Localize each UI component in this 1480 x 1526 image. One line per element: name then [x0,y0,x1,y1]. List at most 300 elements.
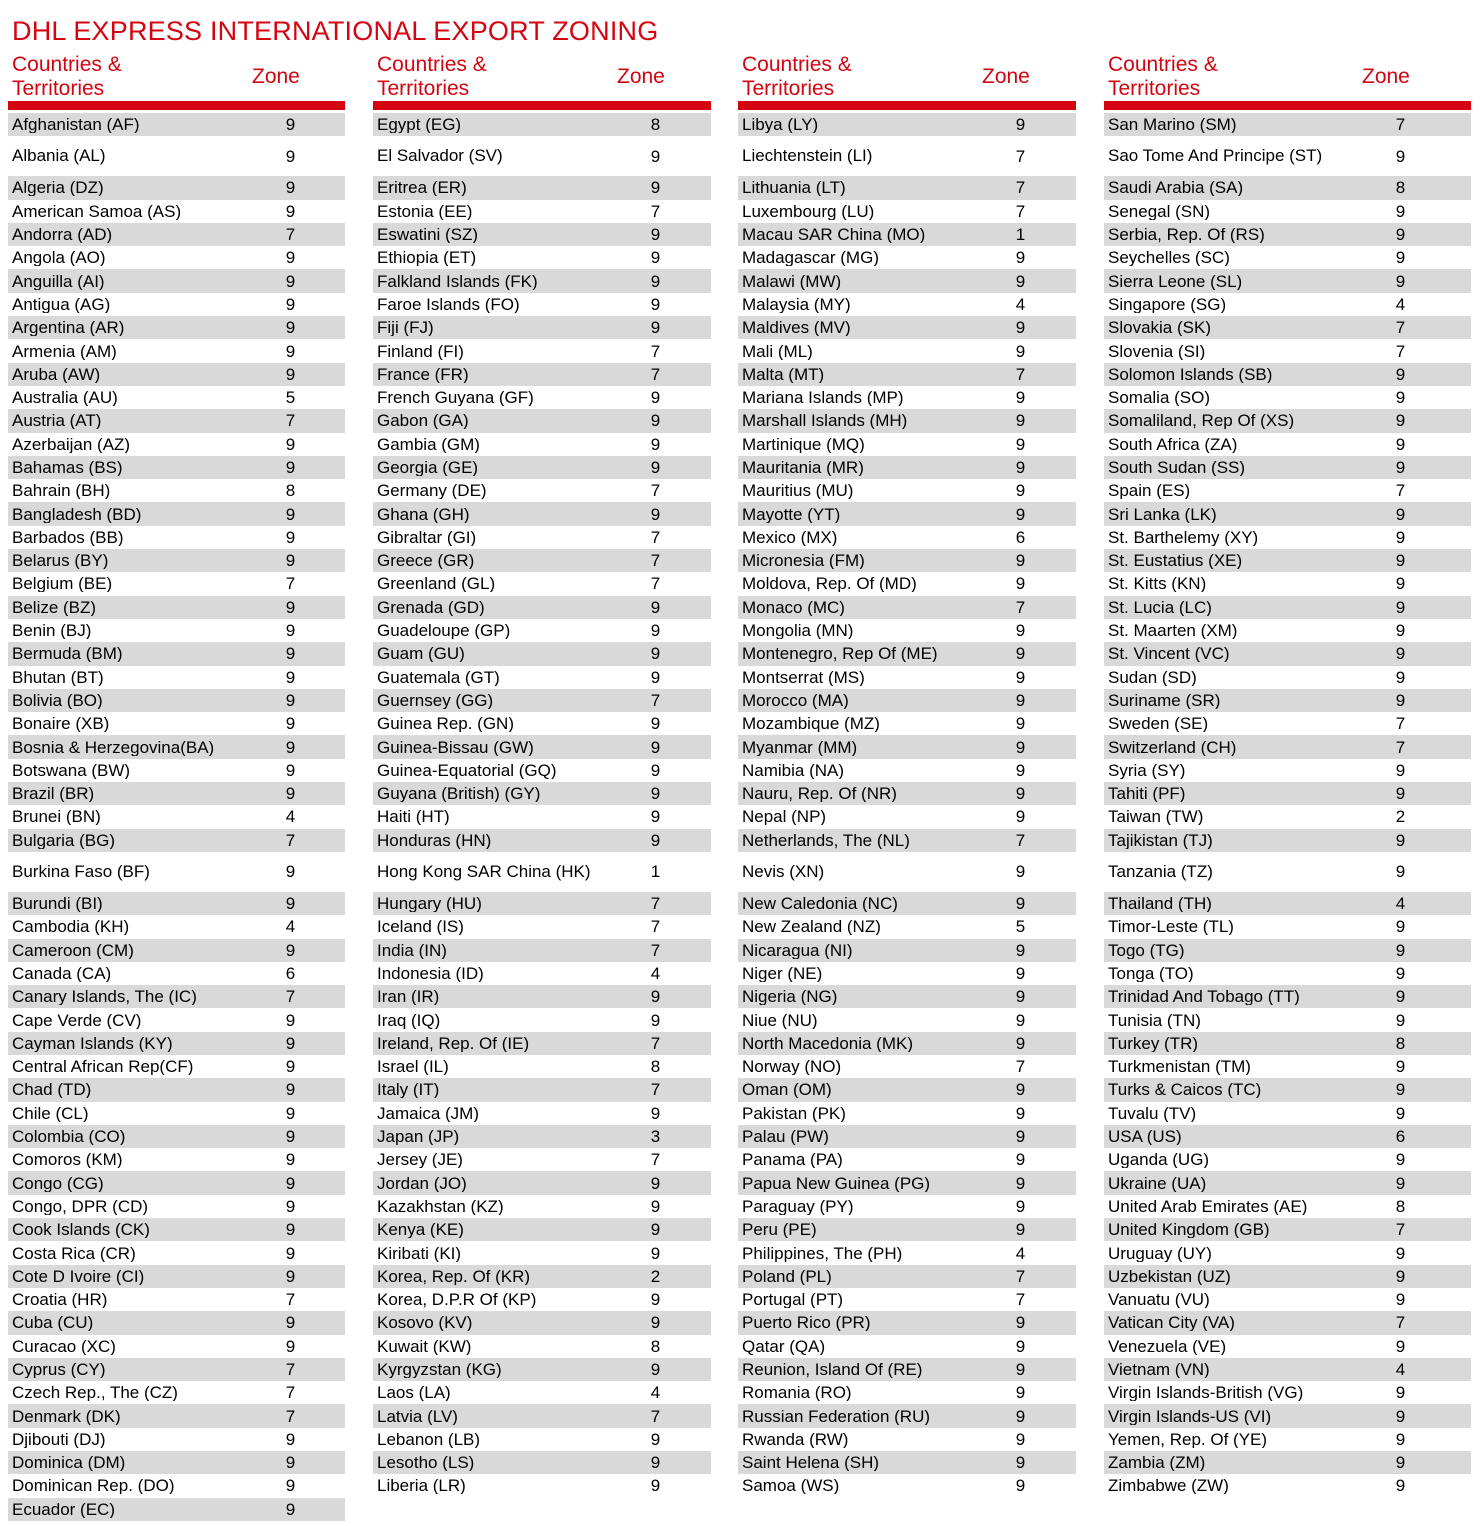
country-cell: Jamaica (JM) [377,1104,480,1122]
zone-cell: 9 [1395,1243,1406,1263]
table-row [373,962,711,985]
zone-cell: 9 [1015,1150,1026,1170]
country-cell: Dominica (DM) [12,1454,126,1472]
country-cell: Fiji (FJ) [377,319,434,337]
country-cell: Denmark (DK) [12,1407,121,1425]
table-row [738,829,1076,852]
country-cell: Monaco (MC) [742,598,845,616]
table-row [1104,735,1471,758]
country-cell: Guatemala (GT) [377,668,500,686]
table-row [8,892,345,915]
country-cell: Mozambique (MZ) [742,715,880,733]
zone-cell: 9 [1015,115,1026,135]
zone-cell: 9 [650,760,661,780]
table-row [373,1078,711,1101]
table-row [1104,572,1471,595]
country-cell: Ireland, Rep. Of (IE) [377,1034,530,1052]
country-cell: Iraq (IQ) [377,1011,441,1029]
table-row [738,409,1076,432]
table-row [8,200,345,223]
table-row [8,829,345,852]
table-row [8,1171,345,1194]
country-cell: Croatia (HR) [12,1291,108,1309]
country-cell: Vietnam (VN) [1108,1360,1210,1378]
table-row [8,1265,345,1288]
table-row [1104,892,1471,915]
zone-cell: 9 [285,1266,296,1286]
zone-cell: 9 [1015,1196,1026,1216]
header-countries: Countries & Territories [742,53,852,100]
table-row [373,985,711,1008]
table-row [738,619,1076,642]
zone-cell: 9 [1395,644,1406,664]
zone-cell: 9 [285,294,296,314]
country-cell: Paraguay (PY) [742,1197,854,1215]
country-cell: Japan (JP) [377,1128,460,1146]
header-zone: Zone [252,65,300,88]
table-row [1104,1335,1471,1358]
table-row [738,1451,1076,1474]
table-row [738,269,1076,292]
country-cell: Panama (PA) [742,1151,843,1169]
country-cell: Tahiti (PF) [1108,785,1186,803]
country-cell: Burkina Faso (BF) [12,862,150,881]
country-cell: Bermuda (BM) [12,645,123,663]
table-row [373,293,711,316]
country-cell: Marshall Islands (MH) [742,412,908,430]
zone-cell: 9 [1395,1010,1406,1030]
zone-cell: 7 [1015,1290,1026,1310]
table-row [1104,782,1471,805]
zone-cell: 9 [1395,963,1406,983]
country-cell: Slovenia (SI) [1108,342,1206,360]
table-row [373,1335,711,1358]
zone-cell: 9 [1395,225,1406,245]
zone-cell: 9 [285,597,296,617]
table-row [738,433,1076,456]
country-cell: Sudan (SD) [1108,668,1197,686]
zone-cell: 9 [1395,760,1406,780]
country-cell: Albania (AL) [12,147,106,166]
table-row [738,642,1076,665]
table-row [8,939,345,962]
table-row [738,339,1076,362]
country-cell: Tunisia (TN) [1108,1011,1201,1029]
country-cell: United Arab Emirates (AE) [1108,1197,1308,1215]
zone-cell: 9 [1395,248,1406,268]
table-row [8,1451,345,1474]
zone-cell: 9 [650,504,661,524]
table-row [373,759,711,782]
table-row [1104,316,1471,339]
zone-cell: 9 [1015,963,1026,983]
table-row [373,386,711,409]
zone-cell: 9 [650,388,661,408]
country-cell: Austria (AT) [12,412,102,430]
country-cell: Peru (PE) [742,1221,817,1239]
table-row [373,176,711,199]
country-cell: Georgia (GE) [377,459,479,476]
table-row [738,1171,1076,1194]
country-cell: Tonga (TO) [1108,964,1194,982]
zone-cell: 9 [285,318,296,338]
zone-cell: 9 [1015,1220,1026,1240]
country-cell: Australia (AU) [12,389,118,407]
table-row [1104,176,1471,199]
table-row [738,502,1076,525]
zone-cell: 9 [285,1243,296,1263]
country-cell: Namibia (NA) [742,761,845,779]
table-row [373,1451,711,1474]
country-cell: American Samoa (AS) [12,202,182,220]
zone-cell: 9 [1395,667,1406,687]
table-row [8,136,345,176]
zone-cell: 9 [650,830,661,850]
country-cell: Reunion, Island Of (RE) [742,1360,923,1378]
country-cell: St. Barthelemy (XY) [1108,528,1259,546]
country-cell: Bulgaria (BG) [12,831,115,849]
country-cell: Mariana Islands (MP) [742,389,904,407]
zone-cell: 9 [1395,1080,1406,1100]
zone-cell: 6 [1015,527,1026,547]
table-row [373,1358,711,1381]
table-row [1104,549,1471,572]
table-row [373,409,711,432]
zone-cell: 9 [1015,1173,1026,1193]
country-cell: Gibraltar (GI) [377,528,477,546]
table-row [8,596,345,619]
table-row [1104,246,1471,269]
table-row [373,852,711,892]
zone-cell: 9 [1395,917,1406,937]
column-header [8,51,345,101]
zone-cell: 9 [650,1476,661,1496]
country-cell: Bhutan (BT) [12,668,104,686]
table-row [1104,1218,1471,1241]
zone-cell: 9 [285,940,296,960]
country-cell: Netherlands, The (NL) [742,831,910,849]
country-cell: San Marino (SM) [1108,116,1237,134]
table-row [373,829,711,852]
table-row [738,596,1076,619]
country-cell: Solomon Islands (SB) [1108,365,1273,383]
zone-cell: 7 [1015,1266,1026,1286]
zone-cell: 9 [1015,271,1026,291]
country-cell: Suriname (SR) [1108,691,1221,709]
zone-cell: 9 [650,1220,661,1240]
table-row [8,1078,345,1101]
table-row [1104,363,1471,386]
table-row [738,1078,1076,1101]
zone-cell: 7 [1015,830,1026,850]
zone-cell: 9 [285,862,296,882]
country-cell: Korea, D.P.R Of (KP) [377,1291,537,1309]
zone-cell: 7 [1395,481,1406,501]
country-cell: Lithuania (LT) [742,179,846,197]
zone-cell: 9 [1015,1313,1026,1333]
table-row [8,759,345,782]
table-row [373,1428,711,1451]
zone-cell: 9 [1015,341,1026,361]
country-cell: South Africa (ZA) [1108,435,1238,453]
country-cell: Kosovo (KV) [377,1314,473,1332]
zone-cell: 7 [1015,178,1026,198]
country-cell: Colombia (CO) [12,1128,126,1146]
zone-cell: 9 [650,667,661,687]
table-row [1104,136,1471,176]
table-row [8,1358,345,1381]
zone-cell: 7 [285,1290,296,1310]
zone-cell: 9 [1015,987,1026,1007]
table-row [738,1311,1076,1334]
zone-cell: 9 [1395,271,1406,291]
zone-cell: 8 [1395,1033,1406,1053]
country-cell: Mongolia (MN) [742,622,854,640]
zone-cell: 9 [1015,458,1026,477]
country-cell: Guyana (British) (GY) [377,785,541,803]
header-countries: Countries & Territories [12,53,122,100]
country-cell: Virgin Islands-US (VI) [1108,1407,1272,1425]
table-row [8,712,345,735]
zone-cell: 9 [285,1127,296,1147]
country-cell: Congo (CG) [12,1174,104,1192]
zone-cell: 7 [1015,201,1026,221]
country-cell: Greece (GR) [377,552,475,570]
table-row [8,1008,345,1031]
zone-cell: 9 [650,1453,661,1473]
zone-cell: 9 [650,411,661,431]
zone-cell: 9 [285,504,296,524]
table-row [1104,915,1471,938]
table-row [373,1102,711,1125]
zone-cell: 9 [1015,621,1026,641]
zone-cell: 9 [1015,690,1026,710]
table-row [738,1265,1076,1288]
zone-cell: 9 [650,1103,661,1123]
zone-cell: 7 [285,1359,296,1379]
country-cell: Oman (OM) [742,1081,832,1099]
table-row [8,962,345,985]
country-cell: Honduras (HN) [377,831,492,849]
table-row [373,502,711,525]
zone-cell: 9 [650,621,661,641]
zone-cell: 9 [1395,784,1406,804]
table-row [1104,1265,1471,1288]
country-cell: Czech Rep., The (CZ) [12,1384,178,1402]
table-row [8,1241,345,1264]
table-row [738,479,1076,502]
zone-cell: 9 [285,760,296,780]
zone-cell: 9 [650,178,661,198]
zone-cell: 9 [1395,1336,1406,1356]
header-rule [1104,101,1471,110]
country-cell: Cayman Islands (KY) [12,1034,173,1052]
country-cell: Djibouti (DJ) [12,1430,106,1448]
country-cell: Venezuela (VE) [1108,1337,1227,1355]
table-row [738,386,1076,409]
table-row [738,1241,1076,1264]
country-cell: Guadeloupe (GP) [377,622,511,640]
header-countries: Countries & Territories [377,53,487,100]
table-row [8,526,345,549]
table-row [373,269,711,292]
country-cell: Romania (RO) [742,1384,852,1402]
country-cell: Uganda (UG) [1108,1151,1210,1169]
zone-cell: 9 [650,1010,661,1030]
zone-cell: 9 [285,1220,296,1240]
country-cell: Jersey (JE) [377,1151,463,1169]
country-cell: Mali (ML) [742,342,813,360]
zone-cell: 7 [650,1406,661,1426]
country-cell: Afghanistan (AF) [12,116,140,134]
country-cell: Singapore (SG) [1108,295,1227,313]
table-row [1104,985,1471,1008]
table-row [373,735,711,758]
zone-cell: 9 [1015,551,1026,571]
country-cell: Niue (NU) [742,1011,818,1029]
table-row [373,1125,711,1148]
zone-cell: 6 [285,963,296,983]
country-cell: Spain (ES) [1108,482,1191,500]
country-cell: Hong Kong SAR China (HK) [377,862,591,881]
table-row [8,572,345,595]
zone-cell: 4 [285,807,296,827]
table-row [738,1381,1076,1404]
zone-cell: 9 [1015,574,1026,594]
table-row [8,666,345,689]
table-row [738,962,1076,985]
table-row [1104,269,1471,292]
zone-cell: 9 [650,1359,661,1379]
table-row [738,526,1076,549]
zone-cell: 7 [1015,364,1026,384]
table-row [1104,852,1471,892]
country-cell: Cook Islands (CK) [12,1221,150,1239]
table-row [738,1358,1076,1381]
table-row [8,619,345,642]
table-row [738,363,1076,386]
table-row [1104,1055,1471,1078]
country-cell: South Sudan (SS) [1108,459,1246,476]
country-cell: Brunei (BN) [12,808,101,826]
country-cell: Argentina (AR) [12,319,125,337]
header-rule [738,101,1076,110]
zone-cell: 9 [285,178,296,198]
zone-cell: 9 [285,527,296,547]
country-cell: French Guyana (GF) [377,389,534,407]
table-row [738,549,1076,572]
country-cell: Turks & Caicos (TC) [1108,1081,1262,1099]
zone-cell: 5 [285,388,296,408]
zone-cell: 7 [650,940,661,960]
country-cell: New Zealand (NZ) [742,918,881,936]
zone-cell: 9 [285,1057,296,1077]
zone-cell: 7 [650,481,661,501]
zone-cell: 7 [1015,146,1026,166]
zone-cell: 9 [1395,862,1406,882]
zone-cell: 9 [1395,201,1406,221]
table-row [373,136,711,176]
zone-cell: 9 [1015,1336,1026,1356]
country-cell: Zimbabwe (ZW) [1108,1477,1229,1495]
country-cell: Mauritius (MU) [742,482,854,500]
country-cell: Poland (PL) [742,1267,832,1285]
zone-cell: 9 [285,551,296,571]
country-cell: Mexico (MX) [742,528,838,546]
table-row [8,1125,345,1148]
table-row [738,1032,1076,1055]
country-cell: Antigua (AG) [12,295,111,313]
country-cell: Malawi (MW) [742,272,842,290]
table-row [1104,596,1471,619]
country-cell: Tajikistan (TJ) [1108,831,1213,849]
country-cell: Zambia (ZM) [1108,1454,1206,1472]
zone-cell: 9 [1015,411,1026,431]
table-row [1104,456,1471,479]
country-cell: Yemen, Rep. Of (YE) [1108,1430,1268,1448]
zone-cell: 9 [650,1173,661,1193]
country-cell: Madagascar (MG) [742,249,879,267]
table-row [8,1428,345,1451]
country-cell: Lebanon (LB) [377,1430,481,1448]
page-title: DHL EXPRESS INTERNATIONAL EXPORT ZONING [12,16,659,46]
zone-cell: 9 [1015,1033,1026,1053]
header-zone: Zone [982,65,1030,88]
zone-cell: 9 [1015,940,1026,960]
country-cell: Iceland (IS) [377,918,464,936]
table-row [738,1218,1076,1241]
table-row [738,939,1076,962]
table-row [738,1102,1076,1125]
country-cell: Eritrea (ER) [377,179,467,197]
country-cell: Israel (IL) [377,1058,449,1076]
country-cell: Seychelles (SC) [1108,249,1230,267]
zone-cell: 9 [1015,434,1026,454]
country-cell: Dominican Rep. (DO) [12,1477,175,1495]
table-row [373,1171,711,1194]
table-row [1104,113,1471,136]
table-row [8,502,345,525]
table-row [8,1218,345,1241]
country-cell: Liberia (LR) [377,1477,466,1495]
zone-cell: 9 [650,714,661,734]
table-row [8,1381,345,1404]
country-cell: Somaliland, Rep Of (XS) [1108,412,1295,430]
table-row [738,852,1076,892]
country-cell: Nicaragua (NI) [742,941,853,959]
country-cell: Congo, DPR (CD) [12,1197,149,1215]
zone-cell: 9 [650,248,661,268]
zone-cell: 9 [1015,862,1026,882]
country-cell: Kenya (KE) [377,1221,464,1239]
zone-cell: 9 [1015,1127,1026,1147]
zone-cell: 9 [285,201,296,221]
column-header [373,51,711,101]
country-cell: Belgium (BE) [12,575,113,593]
zone-cell: 9 [1395,574,1406,594]
country-cell: Armenia (AM) [12,342,117,360]
table-row [8,1404,345,1427]
country-cell: Belize (BZ) [12,598,97,616]
zone-cell: 9 [285,644,296,664]
country-cell: Uruguay (UY) [1108,1244,1212,1262]
zone-cell: 7 [1395,1313,1406,1333]
table-row [1104,1381,1471,1404]
table-row [1104,829,1471,852]
zone-cell: 9 [285,341,296,361]
zone-cell: 9 [1015,737,1026,757]
country-cell: United Kingdom (GB) [1108,1221,1270,1239]
